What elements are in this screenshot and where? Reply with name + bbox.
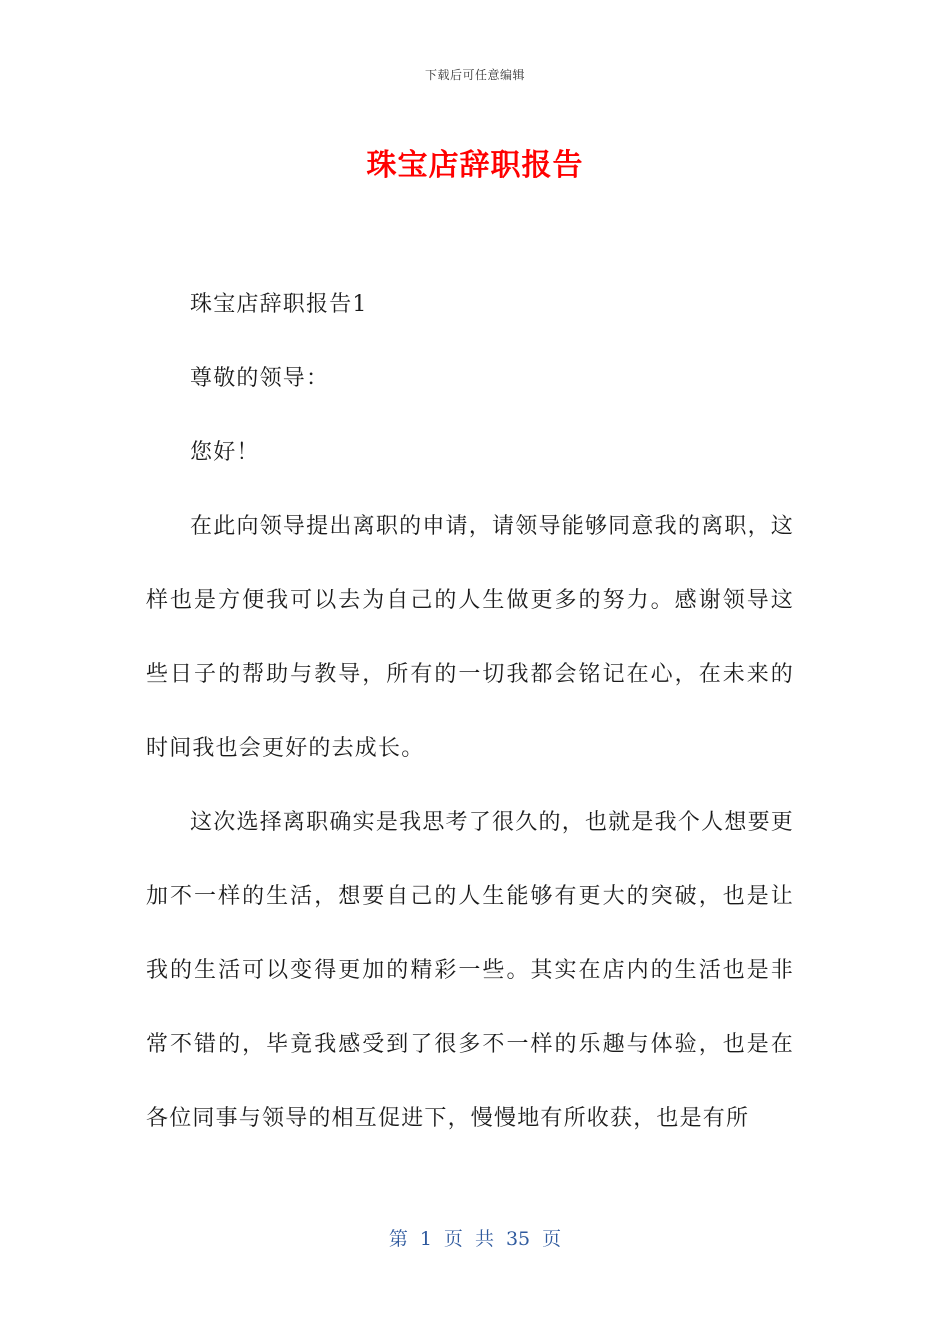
page-suffix: 页 (542, 1228, 562, 1250)
paragraph-body: 在此向领导提出离职的申请，请领导能够同意我的离职，这样也是方便我可以去为自己的人生做更多的努力。感谢领导这些日子的帮助与教导，所有的一切我都会铭记在心，在未来的时间我也会更好的去成长。 (146, 514, 794, 761)
paragraph-salutation: 尊敬的领导： (190, 366, 330, 391)
paragraph-greeting: 您好！ (190, 440, 260, 465)
header-note: 下载后可任意编辑 (424, 68, 525, 82)
page-number: 1 (419, 1228, 432, 1250)
paragraph-body: 这次选择离职确实是我思考了很久的，也就是我个人想要更加不一样的生活，想要自己的人生能够有更大的突破，也是让我的生活可以变得更加的精彩一些。其实在店内的生活也是非常不错的，毕竟我感受到了很多不一样的乐趣与体验，也是在各位同事与领导的相互促进下，慢慢地有所收获，也是有所 (146, 810, 794, 1131)
page-mid: 页 共 (443, 1228, 494, 1250)
page-footer (0, 1224, 950, 1251)
document-title: 珠宝店辞职报告 (366, 148, 584, 183)
total-pages: 35 (505, 1228, 531, 1250)
paragraph-heading: 珠宝店辞职报告1 (190, 292, 368, 317)
page-prefix: 第 (388, 1228, 408, 1250)
document-body (146, 268, 794, 1156)
